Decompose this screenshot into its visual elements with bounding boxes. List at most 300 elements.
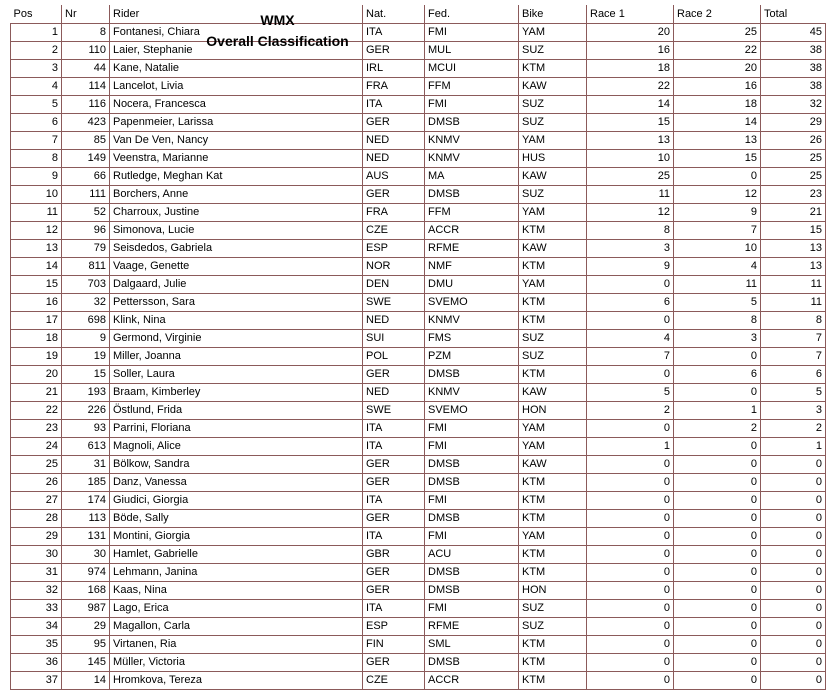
cell-rider: Dalgaard, Julie [110, 275, 363, 293]
cell-total: 45 [761, 23, 826, 41]
table-row [11, 347, 826, 365]
cell-fed: NMF [425, 257, 519, 275]
cell-nat: ESP [363, 617, 425, 635]
cell-race2: 0 [674, 671, 761, 689]
cell-nat: ITA [363, 491, 425, 509]
table-row [11, 23, 826, 41]
cell-nat: GER [363, 581, 425, 599]
cell-race2: 10 [674, 239, 761, 257]
cell-nr: 79 [62, 239, 110, 257]
table-row [11, 545, 826, 563]
cell-nr: 111 [62, 185, 110, 203]
cell-nat: NED [363, 131, 425, 149]
table-body [11, 23, 826, 689]
cell-fed: DMSB [425, 455, 519, 473]
cell-nat: FRA [363, 203, 425, 221]
cell-nat: ITA [363, 23, 425, 41]
table-row [11, 527, 826, 545]
cell-bike: KTM [519, 473, 587, 491]
cell-pos: 4 [11, 77, 62, 95]
cell-bike: SUZ [519, 599, 587, 617]
table-row [11, 563, 826, 581]
cell-rider: Soller, Laura [110, 365, 363, 383]
cell-race2: 25 [674, 23, 761, 41]
cell-nat: DEN [363, 275, 425, 293]
cell-fed: DMSB [425, 185, 519, 203]
cell-nr: 974 [62, 563, 110, 581]
table-row [11, 293, 826, 311]
table-row [11, 95, 826, 113]
cell-pos: 8 [11, 149, 62, 167]
cell-race1: 2 [587, 401, 674, 419]
cell-race2: 0 [674, 491, 761, 509]
cell-nat: GER [363, 365, 425, 383]
table-row [11, 311, 826, 329]
cell-race2: 8 [674, 311, 761, 329]
cell-bike: SUZ [519, 329, 587, 347]
cell-nr: 116 [62, 95, 110, 113]
cell-total: 21 [761, 203, 826, 221]
table-row [11, 671, 826, 689]
cell-nat: NED [363, 383, 425, 401]
cell-nat: ITA [363, 599, 425, 617]
cell-bike: KTM [519, 671, 587, 689]
cell-rider: Laier, Stephanie [110, 41, 363, 59]
cell-race1: 3 [587, 239, 674, 257]
cell-nat: GER [363, 113, 425, 131]
cell-race1: 8 [587, 221, 674, 239]
cell-race1: 16 [587, 41, 674, 59]
cell-race1: 20 [587, 23, 674, 41]
cell-fed: DMSB [425, 563, 519, 581]
cell-nr: 31 [62, 455, 110, 473]
cell-nat: ESP [363, 239, 425, 257]
cell-race1: 1 [587, 437, 674, 455]
cell-total: 0 [761, 455, 826, 473]
cell-race1: 9 [587, 257, 674, 275]
table-row [11, 239, 826, 257]
cell-fed: SML [425, 635, 519, 653]
cell-rider: Nocera, Francesca [110, 95, 363, 113]
cell-nr: 131 [62, 527, 110, 545]
cell-nr: 14 [62, 671, 110, 689]
cell-race1: 0 [587, 275, 674, 293]
cell-nr: 8 [62, 23, 110, 41]
cell-rider: Klink, Nina [110, 311, 363, 329]
cell-race2: 0 [674, 509, 761, 527]
cell-fed: FMI [425, 437, 519, 455]
cell-rider: Borchers, Anne [110, 185, 363, 203]
cell-fed: RFME [425, 617, 519, 635]
cell-bike: YAM [519, 437, 587, 455]
cell-bike: KTM [519, 293, 587, 311]
cell-bike: YAM [519, 419, 587, 437]
cell-race1: 5 [587, 383, 674, 401]
cell-pos: 24 [11, 437, 62, 455]
cell-bike: HUS [519, 149, 587, 167]
cell-pos: 6 [11, 113, 62, 131]
cell-race2: 12 [674, 185, 761, 203]
cell-bike: SUZ [519, 185, 587, 203]
cell-bike: KTM [519, 221, 587, 239]
cell-nr: 168 [62, 581, 110, 599]
cell-total: 38 [761, 59, 826, 77]
cell-rider: Braam, Kimberley [110, 383, 363, 401]
cell-rider: Giudici, Giorgia [110, 491, 363, 509]
cell-fed: DMSB [425, 473, 519, 491]
cell-race2: 0 [674, 527, 761, 545]
cell-total: 3 [761, 401, 826, 419]
cell-race1: 0 [587, 563, 674, 581]
cell-pos: 13 [11, 239, 62, 257]
cell-pos: 11 [11, 203, 62, 221]
cell-nr: 703 [62, 275, 110, 293]
cell-race1: 11 [587, 185, 674, 203]
cell-nat: SUI [363, 329, 425, 347]
cell-bike: KAW [519, 167, 587, 185]
cell-total: 0 [761, 635, 826, 653]
cell-nat: ITA [363, 437, 425, 455]
cell-race2: 22 [674, 41, 761, 59]
column-header-nat: Nat. [363, 5, 425, 23]
table-row [11, 617, 826, 635]
table-row [11, 473, 826, 491]
cell-pos: 15 [11, 275, 62, 293]
table-row [11, 455, 826, 473]
cell-bike: KTM [519, 563, 587, 581]
table-row [11, 41, 826, 59]
cell-fed: FMI [425, 23, 519, 41]
cell-pos: 25 [11, 455, 62, 473]
cell-race2: 14 [674, 113, 761, 131]
cell-bike: KTM [519, 545, 587, 563]
cell-nat: IRL [363, 59, 425, 77]
cell-pos: 14 [11, 257, 62, 275]
cell-rider: Charroux, Justine [110, 203, 363, 221]
cell-total: 25 [761, 167, 826, 185]
cell-total: 11 [761, 275, 826, 293]
cell-nr: 96 [62, 221, 110, 239]
table-header [11, 5, 826, 23]
cell-bike: YAM [519, 527, 587, 545]
cell-bike: KAW [519, 239, 587, 257]
cell-rider: Lancelot, Livia [110, 77, 363, 95]
cell-nat: FRA [363, 77, 425, 95]
cell-pos: 5 [11, 95, 62, 113]
cell-rider: Vaage, Genette [110, 257, 363, 275]
cell-rider: Germond, Virginie [110, 329, 363, 347]
cell-rider: Hromkova, Tereza [110, 671, 363, 689]
cell-pos: 3 [11, 59, 62, 77]
table-row [11, 401, 826, 419]
cell-total: 15 [761, 221, 826, 239]
cell-nr: 145 [62, 653, 110, 671]
cell-nat: SWE [363, 293, 425, 311]
header-row [11, 5, 826, 23]
cell-total: 6 [761, 365, 826, 383]
column-header-total: Total [761, 5, 826, 23]
cell-fed: FMI [425, 491, 519, 509]
cell-race1: 22 [587, 77, 674, 95]
cell-total: 8 [761, 311, 826, 329]
cell-nat: GER [363, 563, 425, 581]
table-row [11, 59, 826, 77]
cell-nr: 698 [62, 311, 110, 329]
cell-bike: SUZ [519, 113, 587, 131]
cell-total: 0 [761, 473, 826, 491]
cell-bike: KAW [519, 455, 587, 473]
cell-pos: 17 [11, 311, 62, 329]
cell-bike: HON [519, 401, 587, 419]
cell-bike: YAM [519, 131, 587, 149]
cell-nr: 32 [62, 293, 110, 311]
cell-fed: FFM [425, 77, 519, 95]
cell-fed: DMSB [425, 509, 519, 527]
cell-fed: PZM [425, 347, 519, 365]
page-title: WMX [260, 12, 295, 28]
cell-race1: 0 [587, 527, 674, 545]
cell-nr: 30 [62, 545, 110, 563]
cell-bike: KTM [519, 59, 587, 77]
cell-bike: KTM [519, 653, 587, 671]
column-header-nr: Nr [62, 5, 110, 23]
cell-race1: 0 [587, 491, 674, 509]
cell-total: 29 [761, 113, 826, 131]
cell-rider: Müller, Victoria [110, 653, 363, 671]
cell-rider: Papenmeier, Larissa [110, 113, 363, 131]
title-block [190, 10, 365, 52]
cell-race2: 0 [674, 455, 761, 473]
cell-total: 0 [761, 581, 826, 599]
cell-nr: 113 [62, 509, 110, 527]
cell-race1: 0 [587, 581, 674, 599]
cell-race1: 0 [587, 419, 674, 437]
cell-fed: DMSB [425, 365, 519, 383]
cell-rider: Miller, Joanna [110, 347, 363, 365]
cell-nr: 114 [62, 77, 110, 95]
cell-pos: 2 [11, 41, 62, 59]
cell-total: 0 [761, 599, 826, 617]
cell-fed: KNMV [425, 149, 519, 167]
cell-fed: DMSB [425, 581, 519, 599]
cell-total: 0 [761, 509, 826, 527]
cell-fed: FMI [425, 95, 519, 113]
cell-race2: 0 [674, 581, 761, 599]
cell-race2: 20 [674, 59, 761, 77]
cell-nr: 93 [62, 419, 110, 437]
cell-rider: Seisdedos, Gabriela [110, 239, 363, 257]
table-row [11, 383, 826, 401]
cell-pos: 32 [11, 581, 62, 599]
cell-bike: KTM [519, 311, 587, 329]
cell-bike: YAM [519, 203, 587, 221]
cell-race2: 3 [674, 329, 761, 347]
cell-race2: 0 [674, 617, 761, 635]
table-row [11, 149, 826, 167]
cell-nr: 29 [62, 617, 110, 635]
cell-bike: KTM [519, 509, 587, 527]
cell-pos: 33 [11, 599, 62, 617]
cell-total: 23 [761, 185, 826, 203]
cell-race1: 0 [587, 509, 674, 527]
cell-race2: 5 [674, 293, 761, 311]
cell-nr: 19 [62, 347, 110, 365]
cell-fed: KNMV [425, 311, 519, 329]
cell-race1: 4 [587, 329, 674, 347]
column-header-race2: Race 2 [674, 5, 761, 23]
cell-pos: 27 [11, 491, 62, 509]
cell-pos: 16 [11, 293, 62, 311]
cell-race2: 0 [674, 563, 761, 581]
table-row [11, 581, 826, 599]
cell-nr: 85 [62, 131, 110, 149]
cell-fed: SVEMO [425, 293, 519, 311]
cell-race1: 12 [587, 203, 674, 221]
table-row [11, 365, 826, 383]
cell-race1: 0 [587, 635, 674, 653]
cell-race2: 0 [674, 653, 761, 671]
cell-race2: 4 [674, 257, 761, 275]
cell-race1: 0 [587, 473, 674, 491]
cell-rider: Montini, Giorgia [110, 527, 363, 545]
cell-race1: 6 [587, 293, 674, 311]
cell-pos: 29 [11, 527, 62, 545]
cell-fed: MA [425, 167, 519, 185]
classification-table [10, 5, 826, 690]
cell-nat: CZE [363, 671, 425, 689]
cell-rider: Virtanen, Ria [110, 635, 363, 653]
cell-nr: 174 [62, 491, 110, 509]
cell-nat: FIN [363, 635, 425, 653]
cell-rider: Parrini, Floriana [110, 419, 363, 437]
cell-total: 25 [761, 149, 826, 167]
cell-rider: Danz, Vanessa [110, 473, 363, 491]
cell-fed: DMSB [425, 653, 519, 671]
cell-race2: 1 [674, 401, 761, 419]
cell-race2: 0 [674, 437, 761, 455]
cell-race2: 15 [674, 149, 761, 167]
cell-nr: 66 [62, 167, 110, 185]
cell-fed: KNMV [425, 383, 519, 401]
cell-race2: 0 [674, 473, 761, 491]
cell-fed: SVEMO [425, 401, 519, 419]
cell-nr: 811 [62, 257, 110, 275]
cell-total: 11 [761, 293, 826, 311]
cell-nr: 193 [62, 383, 110, 401]
cell-total: 7 [761, 347, 826, 365]
cell-nat: CZE [363, 221, 425, 239]
cell-rider: Bölkow, Sandra [110, 455, 363, 473]
cell-bike: YAM [519, 275, 587, 293]
cell-race1: 0 [587, 545, 674, 563]
cell-fed: RFME [425, 239, 519, 257]
cell-race2: 13 [674, 131, 761, 149]
cell-total: 38 [761, 41, 826, 59]
cell-nat: NED [363, 311, 425, 329]
cell-rider: Kaas, Nina [110, 581, 363, 599]
cell-nr: 226 [62, 401, 110, 419]
cell-rider: Pettersson, Sara [110, 293, 363, 311]
cell-nat: ITA [363, 419, 425, 437]
cell-fed: KNMV [425, 131, 519, 149]
cell-race2: 0 [674, 167, 761, 185]
cell-race1: 10 [587, 149, 674, 167]
table-row [11, 257, 826, 275]
cell-bike: KAW [519, 383, 587, 401]
cell-race2: 0 [674, 599, 761, 617]
cell-total: 0 [761, 491, 826, 509]
cell-pos: 28 [11, 509, 62, 527]
cell-bike: KTM [519, 635, 587, 653]
cell-race2: 0 [674, 347, 761, 365]
cell-pos: 9 [11, 167, 62, 185]
cell-pos: 19 [11, 347, 62, 365]
cell-nat: GER [363, 473, 425, 491]
cell-bike: KAW [519, 77, 587, 95]
cell-race2: 7 [674, 221, 761, 239]
column-header-pos: Pos [11, 5, 62, 23]
cell-pos: 26 [11, 473, 62, 491]
cell-fed: ACCR [425, 671, 519, 689]
cell-rider: Böde, Sally [110, 509, 363, 527]
table-row [11, 491, 826, 509]
cell-race2: 6 [674, 365, 761, 383]
cell-total: 5 [761, 383, 826, 401]
cell-race2: 0 [674, 635, 761, 653]
cell-nat: GBR [363, 545, 425, 563]
cell-race2: 18 [674, 95, 761, 113]
cell-nat: GER [363, 185, 425, 203]
table-row [11, 437, 826, 455]
table-row [11, 635, 826, 653]
cell-bike: HON [519, 581, 587, 599]
cell-pos: 34 [11, 617, 62, 635]
cell-bike: SUZ [519, 41, 587, 59]
cell-race1: 7 [587, 347, 674, 365]
cell-fed: FMS [425, 329, 519, 347]
cell-bike: SUZ [519, 347, 587, 365]
cell-pos: 10 [11, 185, 62, 203]
cell-pos: 31 [11, 563, 62, 581]
table-row [11, 221, 826, 239]
cell-nat: AUS [363, 167, 425, 185]
cell-nat: NOR [363, 257, 425, 275]
cell-race1: 0 [587, 671, 674, 689]
cell-nr: 44 [62, 59, 110, 77]
cell-nat: GER [363, 653, 425, 671]
table-row [11, 185, 826, 203]
cell-pos: 21 [11, 383, 62, 401]
cell-rider: Fontanesi, Chiara [110, 23, 363, 41]
cell-bike: KTM [519, 491, 587, 509]
cell-nat: POL [363, 347, 425, 365]
cell-pos: 7 [11, 131, 62, 149]
table-row [11, 167, 826, 185]
cell-rider: Rutledge, Meghan Kat [110, 167, 363, 185]
cell-rider: Magallon, Carla [110, 617, 363, 635]
cell-race2: 0 [674, 383, 761, 401]
cell-fed: FMI [425, 527, 519, 545]
table-row [11, 509, 826, 527]
cell-nr: 987 [62, 599, 110, 617]
table-row [11, 275, 826, 293]
cell-nat: ITA [363, 95, 425, 113]
cell-fed: FFM [425, 203, 519, 221]
column-header-fed: Fed. [425, 5, 519, 23]
cell-bike: KTM [519, 365, 587, 383]
cell-total: 0 [761, 545, 826, 563]
cell-nr: 149 [62, 149, 110, 167]
